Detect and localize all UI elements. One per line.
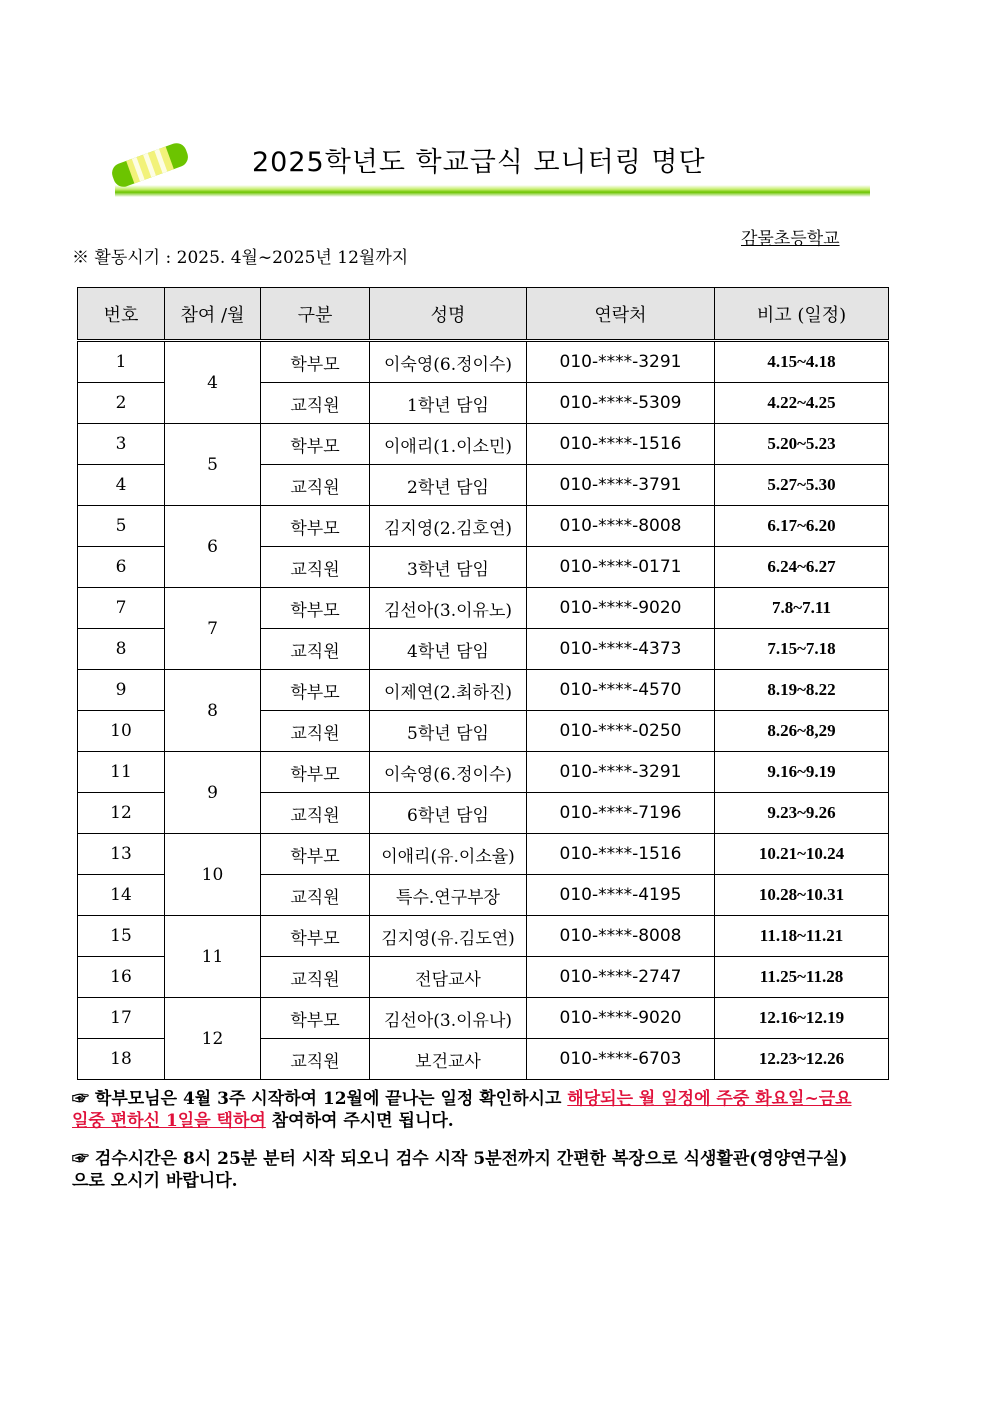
cell-contact: 010-****-9020 [527,998,715,1039]
cell-category: 학부모 [261,834,370,875]
cell-schedule: 5.27~5.30 [715,465,889,506]
cell-schedule: 4.15~4.18 [715,341,889,383]
cell-month: 12 [165,998,261,1080]
cell-schedule: 12.16~12.19 [715,998,889,1039]
cell-name: 이숙영(6.정이수) [370,752,527,793]
cell-schedule: 7.8~7.11 [715,588,889,629]
school-name: 감물초등학교 [741,229,840,249]
cell-contact: 010-****-8008 [527,506,715,547]
note1-highlight: 해당되는 월 일정에 주중 화요일~금요일중 편하신 1일을 택하여 [72,1089,852,1131]
cell-category: 학부모 [261,916,370,957]
cell-contact: 010-****-3791 [527,465,715,506]
header-name: 성명 [370,288,527,341]
cell-schedule: 10.28~10.31 [715,875,889,916]
cell-name: 김지영(2.김호연) [370,506,527,547]
table-row [78,752,889,793]
note1-text-start: ☞ 학부모님은 4월 3주 시작하여 12월에 끝나는 일정 확인하시고 [72,1089,568,1109]
cell-contact: 010-****-3291 [527,341,715,383]
monitoring-roster-table [77,287,889,1080]
table-header-row [78,288,889,341]
table-row [78,341,889,383]
note1-text-end: 참여하여 주시면 됩니다. [265,1111,454,1131]
cell-category: 학부모 [261,424,370,465]
note-inspection-time: ☞ 검수시간은 8시 25분 분터 시작 되오니 검수 시작 5분전까지 간편한 복장으로 식생활관(영양연구실)으로 오시기 바랍니다. [72,1149,848,1191]
cell-contact: 010-****-4373 [527,629,715,670]
table-row [78,998,889,1039]
cell-schedule: 10.21~10.24 [715,834,889,875]
cell-number: 12 [78,793,165,834]
note-parent-schedule [72,1088,862,1132]
cell-schedule: 12.23~12.26 [715,1039,889,1080]
cell-contact: 010-****-2747 [527,957,715,998]
cell-number: 11 [78,752,165,793]
cell-contact: 010-****-9020 [527,588,715,629]
cell-contact: 010-****-1516 [527,834,715,875]
cell-name: 1학년 담임 [370,383,527,424]
cell-name: 전담교사 [370,957,527,998]
cell-contact: 010-****-4195 [527,875,715,916]
cell-number: 18 [78,1039,165,1080]
cell-month: 9 [165,752,261,834]
activity-period: ※ 활동시기 : 2025. 4월∼2025년 12월까지 [72,248,409,268]
cell-category: 교직원 [261,957,370,998]
cell-name: 이애리(1.이소민) [370,424,527,465]
cell-name: 6학년 담임 [370,793,527,834]
cell-number: 2 [78,383,165,424]
cell-month: 11 [165,916,261,998]
header-category: 구분 [261,288,370,341]
cell-category: 교직원 [261,383,370,424]
cell-name: 김선아(3.이유나) [370,998,527,1039]
cell-number: 5 [78,506,165,547]
cell-category: 학부모 [261,341,370,383]
cell-month: 7 [165,588,261,670]
cell-category: 교직원 [261,793,370,834]
cell-category: 학부모 [261,670,370,711]
eraser-icon [109,140,191,189]
cell-month: 4 [165,341,261,424]
cell-category: 학부모 [261,998,370,1039]
cell-contact: 010-****-0171 [527,547,715,588]
cell-schedule: 6.17~6.20 [715,506,889,547]
header-schedule: 비고 (일정) [715,288,889,341]
cell-category: 학부모 [261,752,370,793]
cell-category: 학부모 [261,588,370,629]
cell-schedule: 8.26~8,29 [715,711,889,752]
cell-contact: 010-****-1516 [527,424,715,465]
cell-number: 17 [78,998,165,1039]
cell-name: 보건교사 [370,1039,527,1080]
table-row [78,506,889,547]
cell-number: 8 [78,629,165,670]
header-contact: 연락처 [527,288,715,341]
cell-schedule: 9.23~9.26 [715,793,889,834]
table-row [78,916,889,957]
cell-contact: 010-****-7196 [527,793,715,834]
cell-number: 14 [78,875,165,916]
cell-contact: 010-****-3291 [527,752,715,793]
table-row [78,424,889,465]
cell-number: 10 [78,711,165,752]
cell-category: 교직원 [261,875,370,916]
cell-category: 교직원 [261,547,370,588]
cell-category: 교직원 [261,629,370,670]
cell-category: 교직원 [261,465,370,506]
cell-number: 16 [78,957,165,998]
cell-name: 3학년 담임 [370,547,527,588]
cell-schedule: 6.24~6.27 [715,547,889,588]
page-title: 2025학년도 학교급식 모니터링 명단 [252,147,706,178]
cell-name: 이제연(2.최하진) [370,670,527,711]
cell-name: 5학년 담임 [370,711,527,752]
cell-name: 특수.연구부장 [370,875,527,916]
cell-category: 학부모 [261,506,370,547]
table-row [78,588,889,629]
header-number: 번호 [78,288,165,341]
cell-schedule: 11.18~11.21 [715,916,889,957]
table-body [78,341,889,1080]
header-month: 참여 /월 [165,288,261,341]
cell-number: 4 [78,465,165,506]
cell-name: 이애리(유.이소율) [370,834,527,875]
cell-number: 9 [78,670,165,711]
cell-number: 13 [78,834,165,875]
cell-number: 7 [78,588,165,629]
cell-schedule: 11.25~11.28 [715,957,889,998]
cell-month: 6 [165,506,261,588]
cell-schedule: 7.15~7.18 [715,629,889,670]
cell-contact: 010-****-5309 [527,383,715,424]
cell-month: 10 [165,834,261,916]
table-row [78,670,889,711]
cell-number: 6 [78,547,165,588]
cell-month: 8 [165,670,261,752]
table-row [78,834,889,875]
cell-contact: 010-****-0250 [527,711,715,752]
cell-name: 김선아(3.이유노) [370,588,527,629]
cell-contact: 010-****-4570 [527,670,715,711]
cell-schedule: 5.20~5.23 [715,424,889,465]
cell-schedule: 4.22~4.25 [715,383,889,424]
cell-number: 15 [78,916,165,957]
cell-category: 교직원 [261,1039,370,1080]
cell-name: 4학년 담임 [370,629,527,670]
cell-schedule: 8.19~8.22 [715,670,889,711]
cell-contact: 010-****-8008 [527,916,715,957]
cell-number: 3 [78,424,165,465]
cell-schedule: 9.16~9.19 [715,752,889,793]
cell-number: 1 [78,341,165,383]
cell-name: 김지영(유.김도연) [370,916,527,957]
cell-name: 이숙영(6.정이수) [370,341,527,383]
cell-category: 교직원 [261,711,370,752]
cell-contact: 010-****-6703 [527,1039,715,1080]
cell-name: 2학년 담임 [370,465,527,506]
cell-month: 5 [165,424,261,506]
